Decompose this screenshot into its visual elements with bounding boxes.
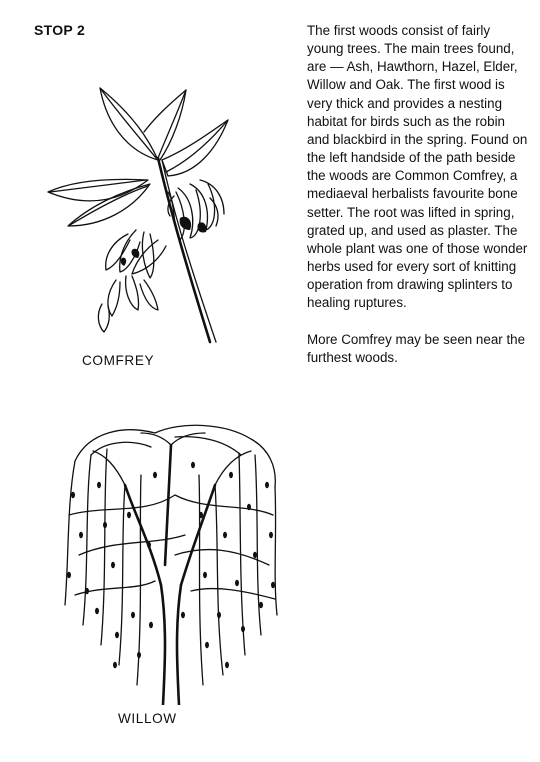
stop-title: STOP 2 [34,22,86,38]
comfrey-illustration [40,80,240,350]
comfrey-plant-icon [40,80,240,345]
description-paragraph-1: The first woods consist of fairly young trees. The main trees found, are — Ash, Hawthorn, Hazel, Elder, Willow and Oak. The first wood is very thick and provides a nesting habitat for birds such as the robin and blackbird in the spring. Found on the left handside of the path beside the woods are Common Comfrey, a mediaeval herbalists favourite bone setter. The root was lifted in spring, grated up, and used as plaster. The whole plant was one of those wonder herbs used for every sort of knitting operation from drawing splinters to healing ruptures. [307,23,528,311]
willow-caption: WILLOW [118,711,177,726]
willow-tree-icon [55,415,285,705]
comfrey-caption: COMFREY [82,353,155,368]
willow-illustration [55,415,285,710]
description-text [307,22,529,367]
description-paragraph-2: More Comfrey may be seen near the furthest woods. [307,331,526,365]
